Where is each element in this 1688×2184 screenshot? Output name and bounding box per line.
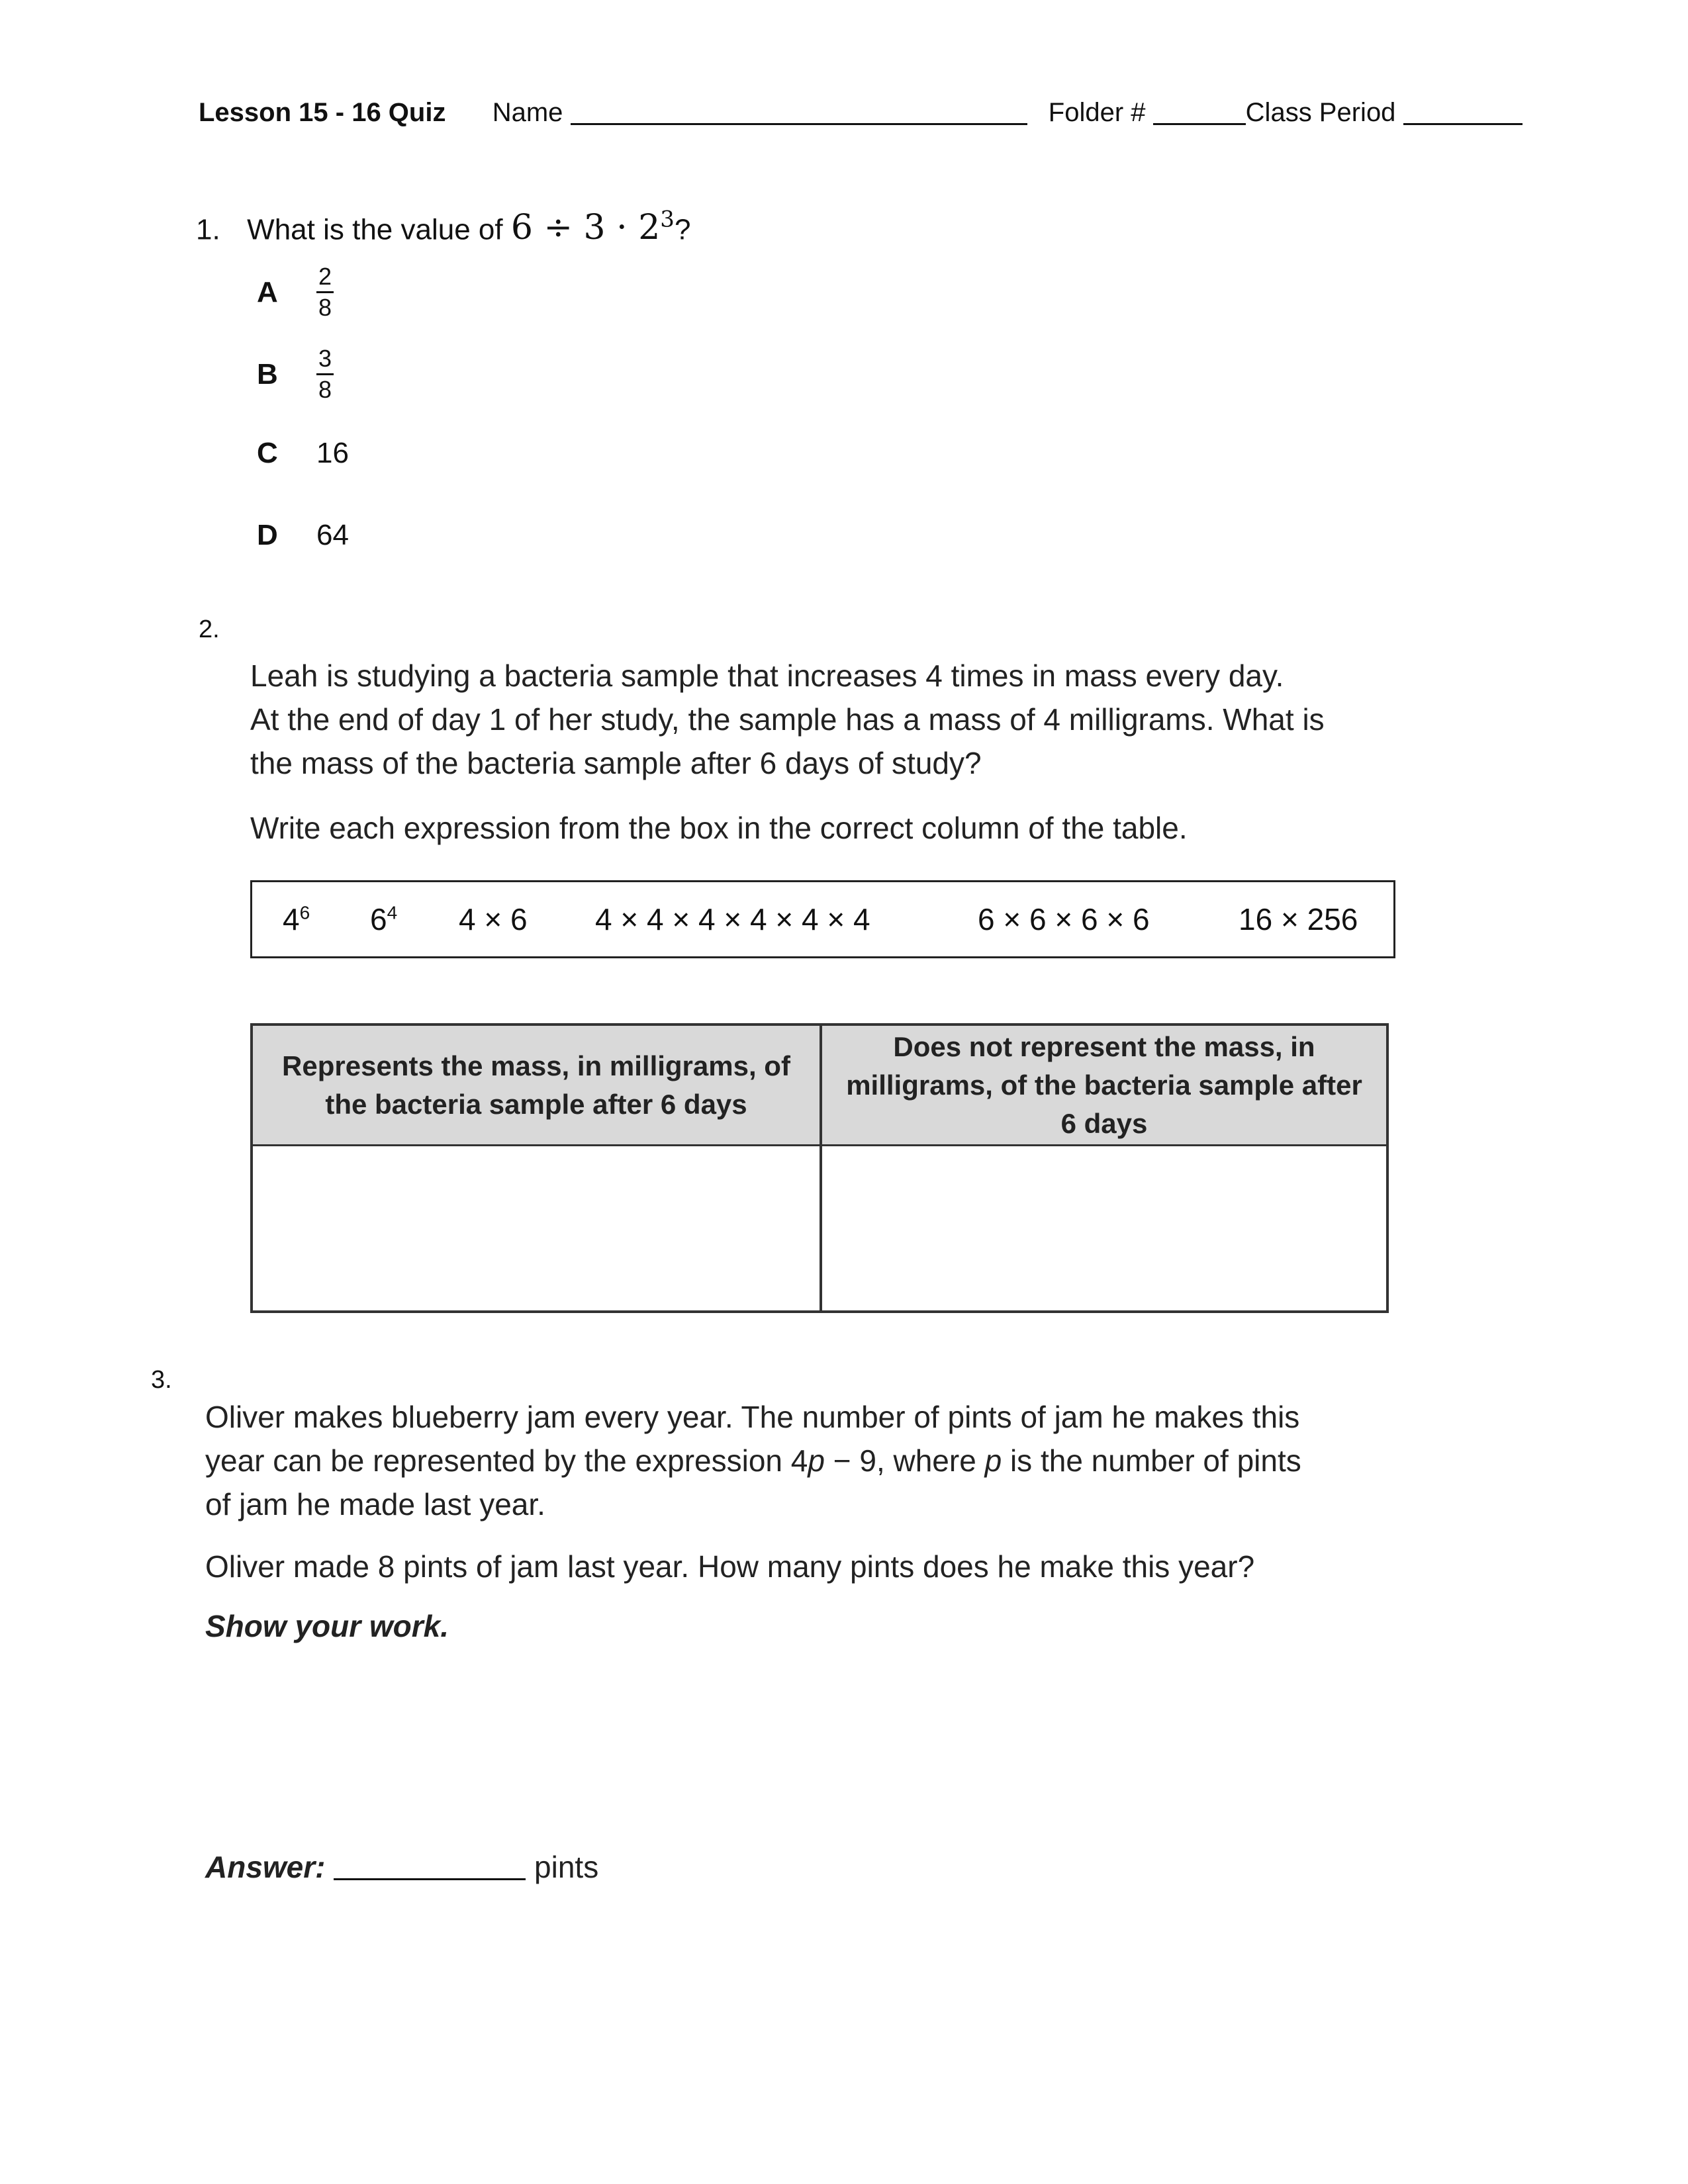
answer-unit: pints [534,1850,599,1884]
answer-label: Answer: [205,1850,326,1884]
answer-field[interactable] [334,1852,526,1880]
folder-field[interactable] [1153,98,1246,125]
expression-tile[interactable]: 6 × 6 × 6 × 6 [978,902,1150,936]
text-line: the mass of the bacteria sample after 6 days of study? [250,746,982,780]
period-label: Class Period [1245,98,1396,127]
sort-table [250,1023,1389,1313]
text-line: Oliver makes blueberry jam every year. The number of pints of jam he makes this [205,1400,1300,1434]
expression-tile[interactable]: $6^4$ [370,902,398,936]
expression-box [250,880,1395,958]
text-line: Leah is studying a bacteria sample that increases 4 times in mass every day. [250,659,1284,693]
name-field[interactable] [571,98,1027,125]
name-label: Name [492,98,563,127]
answer-row [205,1845,598,1889]
question-number: 2. [199,615,220,643]
question-mark: ? [674,213,691,246]
folder-label: Folder # [1048,98,1146,127]
question-2-text [250,654,1442,785]
option-fraction: $\frac{3}{8}$ [316,345,334,403]
quiz-header [199,98,1523,128]
text-line: At the end of day 1 of her study, the sample has a mass of 4 milligrams. What is [250,702,1325,737]
expression-tile[interactable]: 4 × 6 [459,902,528,936]
question-number: 1. [196,213,220,246]
expression-tile[interactable]: 4 × 4 × 4 × 4 × 4 × 4 [595,902,870,936]
option-b[interactable] [257,345,334,403]
quiz-title: Lesson 15 - 16 Quiz [199,98,446,127]
question-3-text [205,1395,1463,1526]
option-value: 64 [316,519,349,551]
table-cell-represents[interactable] [253,1146,820,1310]
show-work-label: Show your work. [205,1609,449,1643]
question-3-question: Oliver made 8 pints of jam last year. How many pints does he make this year? [205,1549,1255,1584]
table-header-not-represents: Does not represent the mass, in milligrams, of the bacteria sample after 6 days [822,1026,1386,1146]
expression-tile[interactable]: $4^6$ [283,902,310,936]
option-a[interactable] [257,263,334,321]
option-letter: D [257,519,278,551]
question-1 [196,206,690,248]
text-line: year can be represented by the expression 4p − 9, where p is the number of pints [205,1443,1301,1478]
option-fraction: $\frac{2}{8}$ [316,263,334,321]
option-letter: A [257,275,278,308]
question-prompt: What is the value of [247,213,503,246]
math-expression: $6 \div 3 \cdot 2^3$ [510,206,675,248]
option-letter: B [257,357,278,390]
question-2-instruction: Write each expression from the box in the correct column of the table. [250,811,1188,845]
option-letter: C [257,437,278,469]
table-cell-not-represents[interactable] [822,1146,1386,1310]
period-field[interactable] [1403,98,1523,125]
option-d[interactable] [257,519,349,552]
text-line: of jam he made last year. [205,1487,545,1522]
option-value: 16 [316,437,349,469]
question-number: 3. [151,1366,172,1394]
table-header-represents: Represents the mass, in milligrams, of the bacteria sample after 6 days [253,1026,820,1146]
option-c[interactable] [257,437,349,470]
expression-tile[interactable]: 16 × 256 [1239,902,1358,936]
